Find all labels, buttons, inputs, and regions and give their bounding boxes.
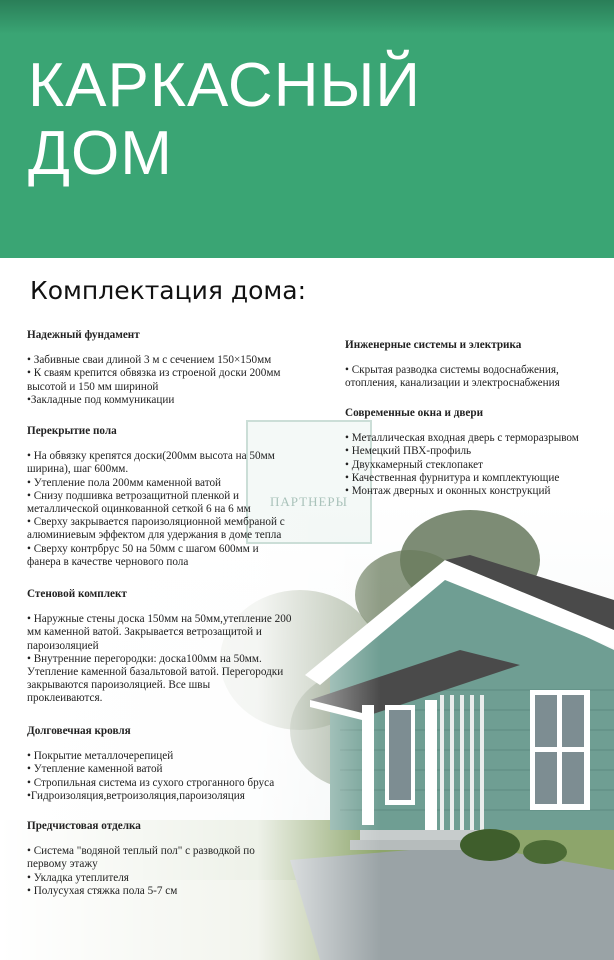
- section-item: • Забивные сваи длиной 3 м с сечением 150×150мм: [27, 354, 272, 367]
- section-title: Перекрытие пола: [27, 425, 117, 437]
- section-item: • Утепление пола 200мм каменной ватой: [27, 476, 222, 489]
- section-walls: [27, 588, 317, 706]
- section-title: Стеновой комплект: [27, 588, 127, 600]
- section-item: • Система "водяной теплый пол" с разводкой по: [27, 845, 255, 858]
- section-item: • Сверху контрбрус 50 на 50мм с шагом 600мм и: [27, 542, 259, 555]
- section-item: • Снизу подшивка ветрозащитной пленкой и: [27, 489, 239, 502]
- section-item: •Закладные под коммуникации: [27, 393, 175, 406]
- section-item: • Двухкамерный стеклопакет: [345, 458, 483, 471]
- banner-title: [28, 52, 588, 188]
- section-item: • Полусухая стяжка пола 5-7 см: [27, 884, 178, 897]
- section-item: • Скрытая разводка системы водоснабжения,: [345, 364, 559, 377]
- banner-title-line2: ДОМ: [28, 119, 173, 188]
- section-item: ширина), шаг 600мм.: [27, 463, 129, 476]
- section-item: • Немецкий ПВХ-профиль: [345, 445, 472, 458]
- section-item: алюминиевым эффектом для удержания в доме тепла: [27, 529, 282, 542]
- page-title: Комплектация дома:: [30, 276, 307, 305]
- section-item: •Гидроизоляция,ветроизоляция,пароизоляция: [27, 789, 245, 802]
- section-title: Надежный фундамент: [27, 329, 140, 341]
- banner-title-line1: КАРКАСНЫЙ: [28, 51, 421, 120]
- section-item: • Утепление каменной ватой: [27, 763, 163, 776]
- section-title: Инженерные системы и электрика: [345, 339, 522, 351]
- section-roof: [27, 725, 317, 803]
- section-title: Современные окна и двери: [345, 407, 484, 419]
- section-foundation: [27, 329, 317, 407]
- section-title: Долговечная кровля: [27, 725, 131, 737]
- section-item: закрываются пароизоляцией. Все швы: [27, 679, 211, 692]
- section-item: Утепление каменной базальтовой ватой. Перегородки: [27, 666, 284, 679]
- top-strip: [0, 0, 614, 34]
- section-item: металлической оцинкованной сеткой 6 на 6 мм: [27, 503, 251, 516]
- section-item: • Внутренние перегородки: доска100мм на 50мм.: [27, 652, 262, 665]
- section-item: отопления, канализации и электроснабжения: [345, 377, 560, 390]
- section-engineering: [345, 339, 610, 391]
- section-item: фанера в качестве чернового пола: [27, 555, 189, 568]
- section-item: мм каменной ватой. Закрывается ветрозащитой и: [27, 626, 262, 639]
- section-item: • Стропильная система из сухого строганного бруса: [27, 776, 275, 789]
- section-item: • Укладка утеплителя: [27, 871, 129, 884]
- section-finishing: [27, 820, 317, 898]
- section-item: первому этажу: [27, 858, 98, 871]
- section-floor: [27, 425, 317, 569]
- section-item: • Наружные стены доска 150мм на 50мм,утепление 200: [27, 613, 292, 626]
- section-item: • Сверху закрывается пароизоляционной мембраной с: [27, 516, 285, 529]
- section-item: проклеиваются.: [27, 692, 103, 705]
- section-item: • Качественная фурнитура и комплектующие: [345, 471, 560, 484]
- section-item: • К сваям крепится обвязка из строеной доски 200мм: [27, 367, 281, 380]
- section-title: Предчистовая отделка: [27, 820, 141, 832]
- section-item: • На обвязку крепятся доски(200мм высота на 50мм: [27, 450, 275, 463]
- section-windows-doors: [345, 407, 610, 498]
- section-item: • Монтаж дверных и оконных конструкций: [345, 485, 551, 498]
- watermark-label: ПАРТНЕРЫ: [269, 494, 348, 509]
- section-item: • Покрытие металлочерепицей: [27, 750, 174, 763]
- section-item: пароизоляцией: [27, 639, 99, 652]
- section-item: • Металлическая входная дверь с терморазрывом: [345, 432, 579, 445]
- section-item: высотой и 150 мм шириной: [27, 380, 159, 393]
